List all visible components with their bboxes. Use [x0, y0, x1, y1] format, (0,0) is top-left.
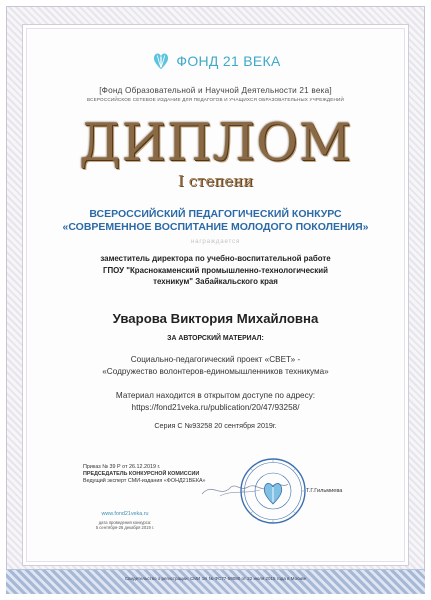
diploma-title: ДИПЛОМ: [78, 114, 352, 173]
awarded-label: награждается: [190, 238, 241, 245]
recipient-position-line: заместитель директора по учебно-воспитательной работе: [100, 254, 331, 263]
material-title-line: Социально-педагогический проект «СВЕТ» -: [130, 355, 301, 364]
logo: [22, 50, 409, 72]
series-number: Серия С №93258 20 сентября 2019г.: [154, 421, 277, 430]
material-title-line: «Содружество волонтеров-единомышленников техникума»: [102, 367, 329, 376]
organization-name: [Фонд Образовательной и Научной Деятельности 21 века]: [99, 86, 332, 95]
material-title: [22, 354, 409, 378]
website-link[interactable]: www.fond21veka.ru: [101, 511, 149, 517]
contest-dates-label: дата проведения конкурса:: [98, 520, 152, 525]
recipient-name: Уварова Виктория Михайловна: [112, 311, 319, 326]
recipient-position-line: ГПОУ "Краснокаменский промышленно-технологический: [103, 265, 328, 275]
commission-chair: ПРЕДСЕДАТЕЛЬ КОНКУРСНОЙ КОМИССИИ: [83, 471, 200, 477]
access-text: Материал находится в открытом доступе по адресу:: [115, 391, 316, 400]
contest-name-line2: «СОВРЕМЕННОЕ ВОСПИТАНИЕ МОЛОДОГО ПОКОЛЕНИЯ»: [62, 221, 369, 233]
contest-dates-range: 5 сентября-26 декабря 2019 г.: [95, 525, 155, 530]
access-info: [22, 390, 409, 414]
order-number: Приказ № 39 Р от 26.12.2019 г.: [83, 464, 161, 470]
contest-name-line1: ВСЕРОССИЙСКИЙ ПЕДАГОГИЧЕСКИЙ КОНКУРС: [89, 208, 342, 220]
diploma-degree: I степени: [177, 172, 254, 190]
material-heading: ЗА АВТОРСКИЙ МАТЕРИАЛ:: [167, 335, 264, 342]
recipient-position-line: техникум" Забайкальского края: [153, 277, 278, 286]
official-stamp: [238, 456, 308, 526]
order-block: [83, 464, 206, 485]
access-url: https://fond21veka.ru/publication/20/47/93258/: [131, 403, 300, 412]
logo-text: ФОНД 21 ВЕКА: [176, 53, 281, 69]
contest-dates: [85, 520, 165, 530]
balloon-heart-icon: [150, 50, 172, 72]
expert-title: Ведущий эксперт СМИ-издания «ФОНД21ВЕКА»: [83, 478, 206, 484]
signer-name: Т.Г.Гильмиева: [306, 488, 343, 494]
recipient-position: [22, 253, 409, 288]
registration-text: Свидетельство о регистрации: СМИ Эл № ФС77-59080 от 22 июля 2015 года в Москве: [124, 576, 307, 581]
registration-band: [6, 569, 425, 594]
organization-subtitle: ВСЕРОССИЙСКОЕ СЕТЕВОЕ ИЗДАНИЕ ДЛЯ ПЕДАГОГОВ И УЧАЩИХСЯ ОБРАЗОВАТЕЛЬНЫХ УЧРЕЖДЕНИЙ: [86, 97, 344, 102]
